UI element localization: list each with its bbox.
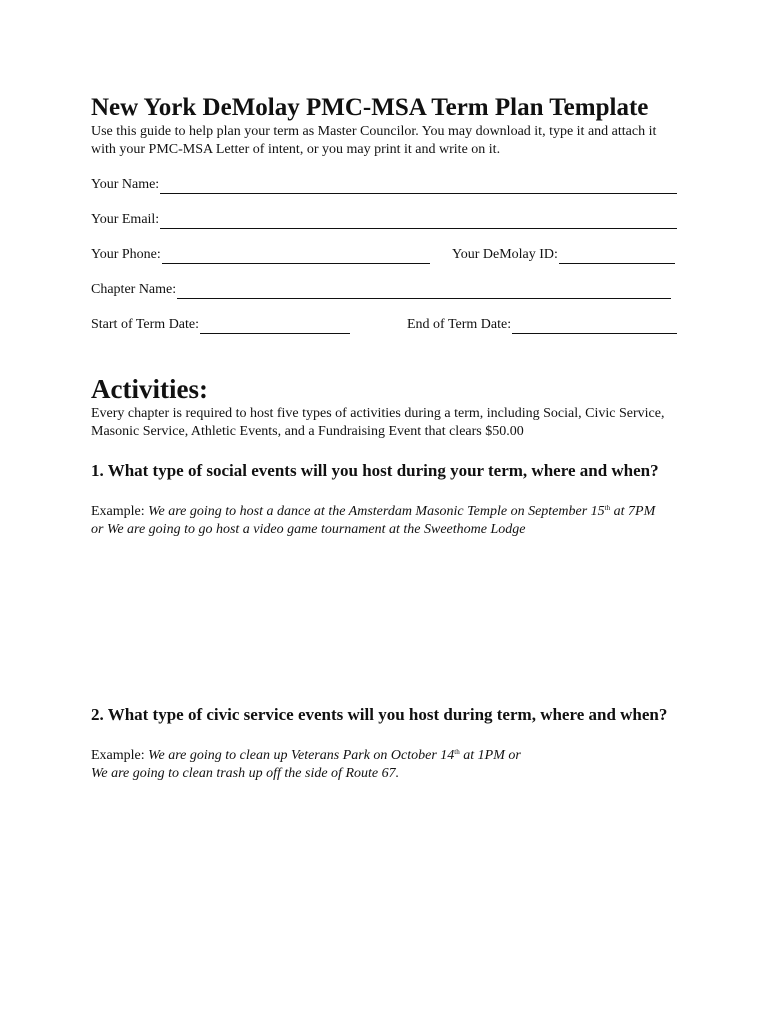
chapter-label: Chapter Name: [91, 282, 177, 297]
term-dates-row [91, 316, 681, 334]
demolay-id-line[interactable] [559, 249, 675, 264]
name-label: Your Name: [91, 177, 160, 192]
email-label: Your Email: [91, 212, 160, 227]
start-date-line[interactable] [200, 319, 350, 334]
demolay-id-label: Your DeMolay ID: [452, 247, 558, 262]
phone-field[interactable] [91, 246, 430, 264]
end-date-field[interactable] [407, 316, 677, 334]
question-1: 1. What type of social events will you host during your term, where and when? [91, 461, 659, 480]
document-title: New York DeMolay PMC-MSA Term Plan Template [91, 94, 649, 121]
activities-description: Every chapter is required to host five types of activities during a term, including Social, Civic Service, Masonic Service, Athletic Events, and a Fundraising Event that clears $50.00 [91, 406, 665, 439]
example-1-label: Example: [91, 504, 145, 519]
intro-text: Use this guide to help plan your term as Master Councilor. You may download it, type it and attach it with your PMC-MSA Letter of intent, or you may print it and write on it. [91, 124, 657, 157]
example-1-part1: We are going to host a dance at the Amsterdam Masonic Temple on September 15 [148, 504, 605, 519]
phone-line[interactable] [162, 249, 430, 264]
end-date-label: End of Term Date: [407, 317, 512, 332]
chapter-field[interactable] [91, 281, 671, 299]
example-2 [91, 747, 681, 783]
demolay-id-field[interactable] [452, 246, 675, 264]
example-1-line2: or We are going to go host a video game tournament at the Sweethome Lodge [91, 522, 526, 537]
example-1 [91, 503, 681, 539]
start-date-field[interactable] [91, 316, 350, 334]
email-row [91, 211, 681, 229]
phone-id-row [91, 246, 681, 264]
name-field[interactable] [91, 176, 677, 194]
example-1-part2: at 7PM [613, 504, 656, 519]
activities-heading: Activities: [91, 374, 208, 404]
example-2-label: Example: [91, 748, 145, 763]
chapter-line[interactable] [177, 284, 671, 299]
example-2-line2: We are going to clean trash up off the side of Route 67. [91, 766, 400, 781]
name-line[interactable] [160, 179, 677, 194]
email-field[interactable] [91, 211, 677, 229]
phone-label: Your Phone: [91, 247, 161, 262]
example-2-part1: We are going to clean up Veterans Park on October 14 [148, 748, 455, 763]
name-row [91, 176, 681, 194]
email-line[interactable] [160, 214, 677, 229]
example-2-sup: th [454, 748, 460, 756]
start-date-label: Start of Term Date: [91, 317, 200, 332]
end-date-line[interactable] [512, 319, 677, 334]
chapter-row [91, 281, 681, 299]
question-2: 2. What type of civic service events will you host during term, where and when? [91, 705, 668, 724]
example-2-part2: at 1PM or [463, 748, 521, 763]
example-1-sup: th [604, 504, 611, 512]
